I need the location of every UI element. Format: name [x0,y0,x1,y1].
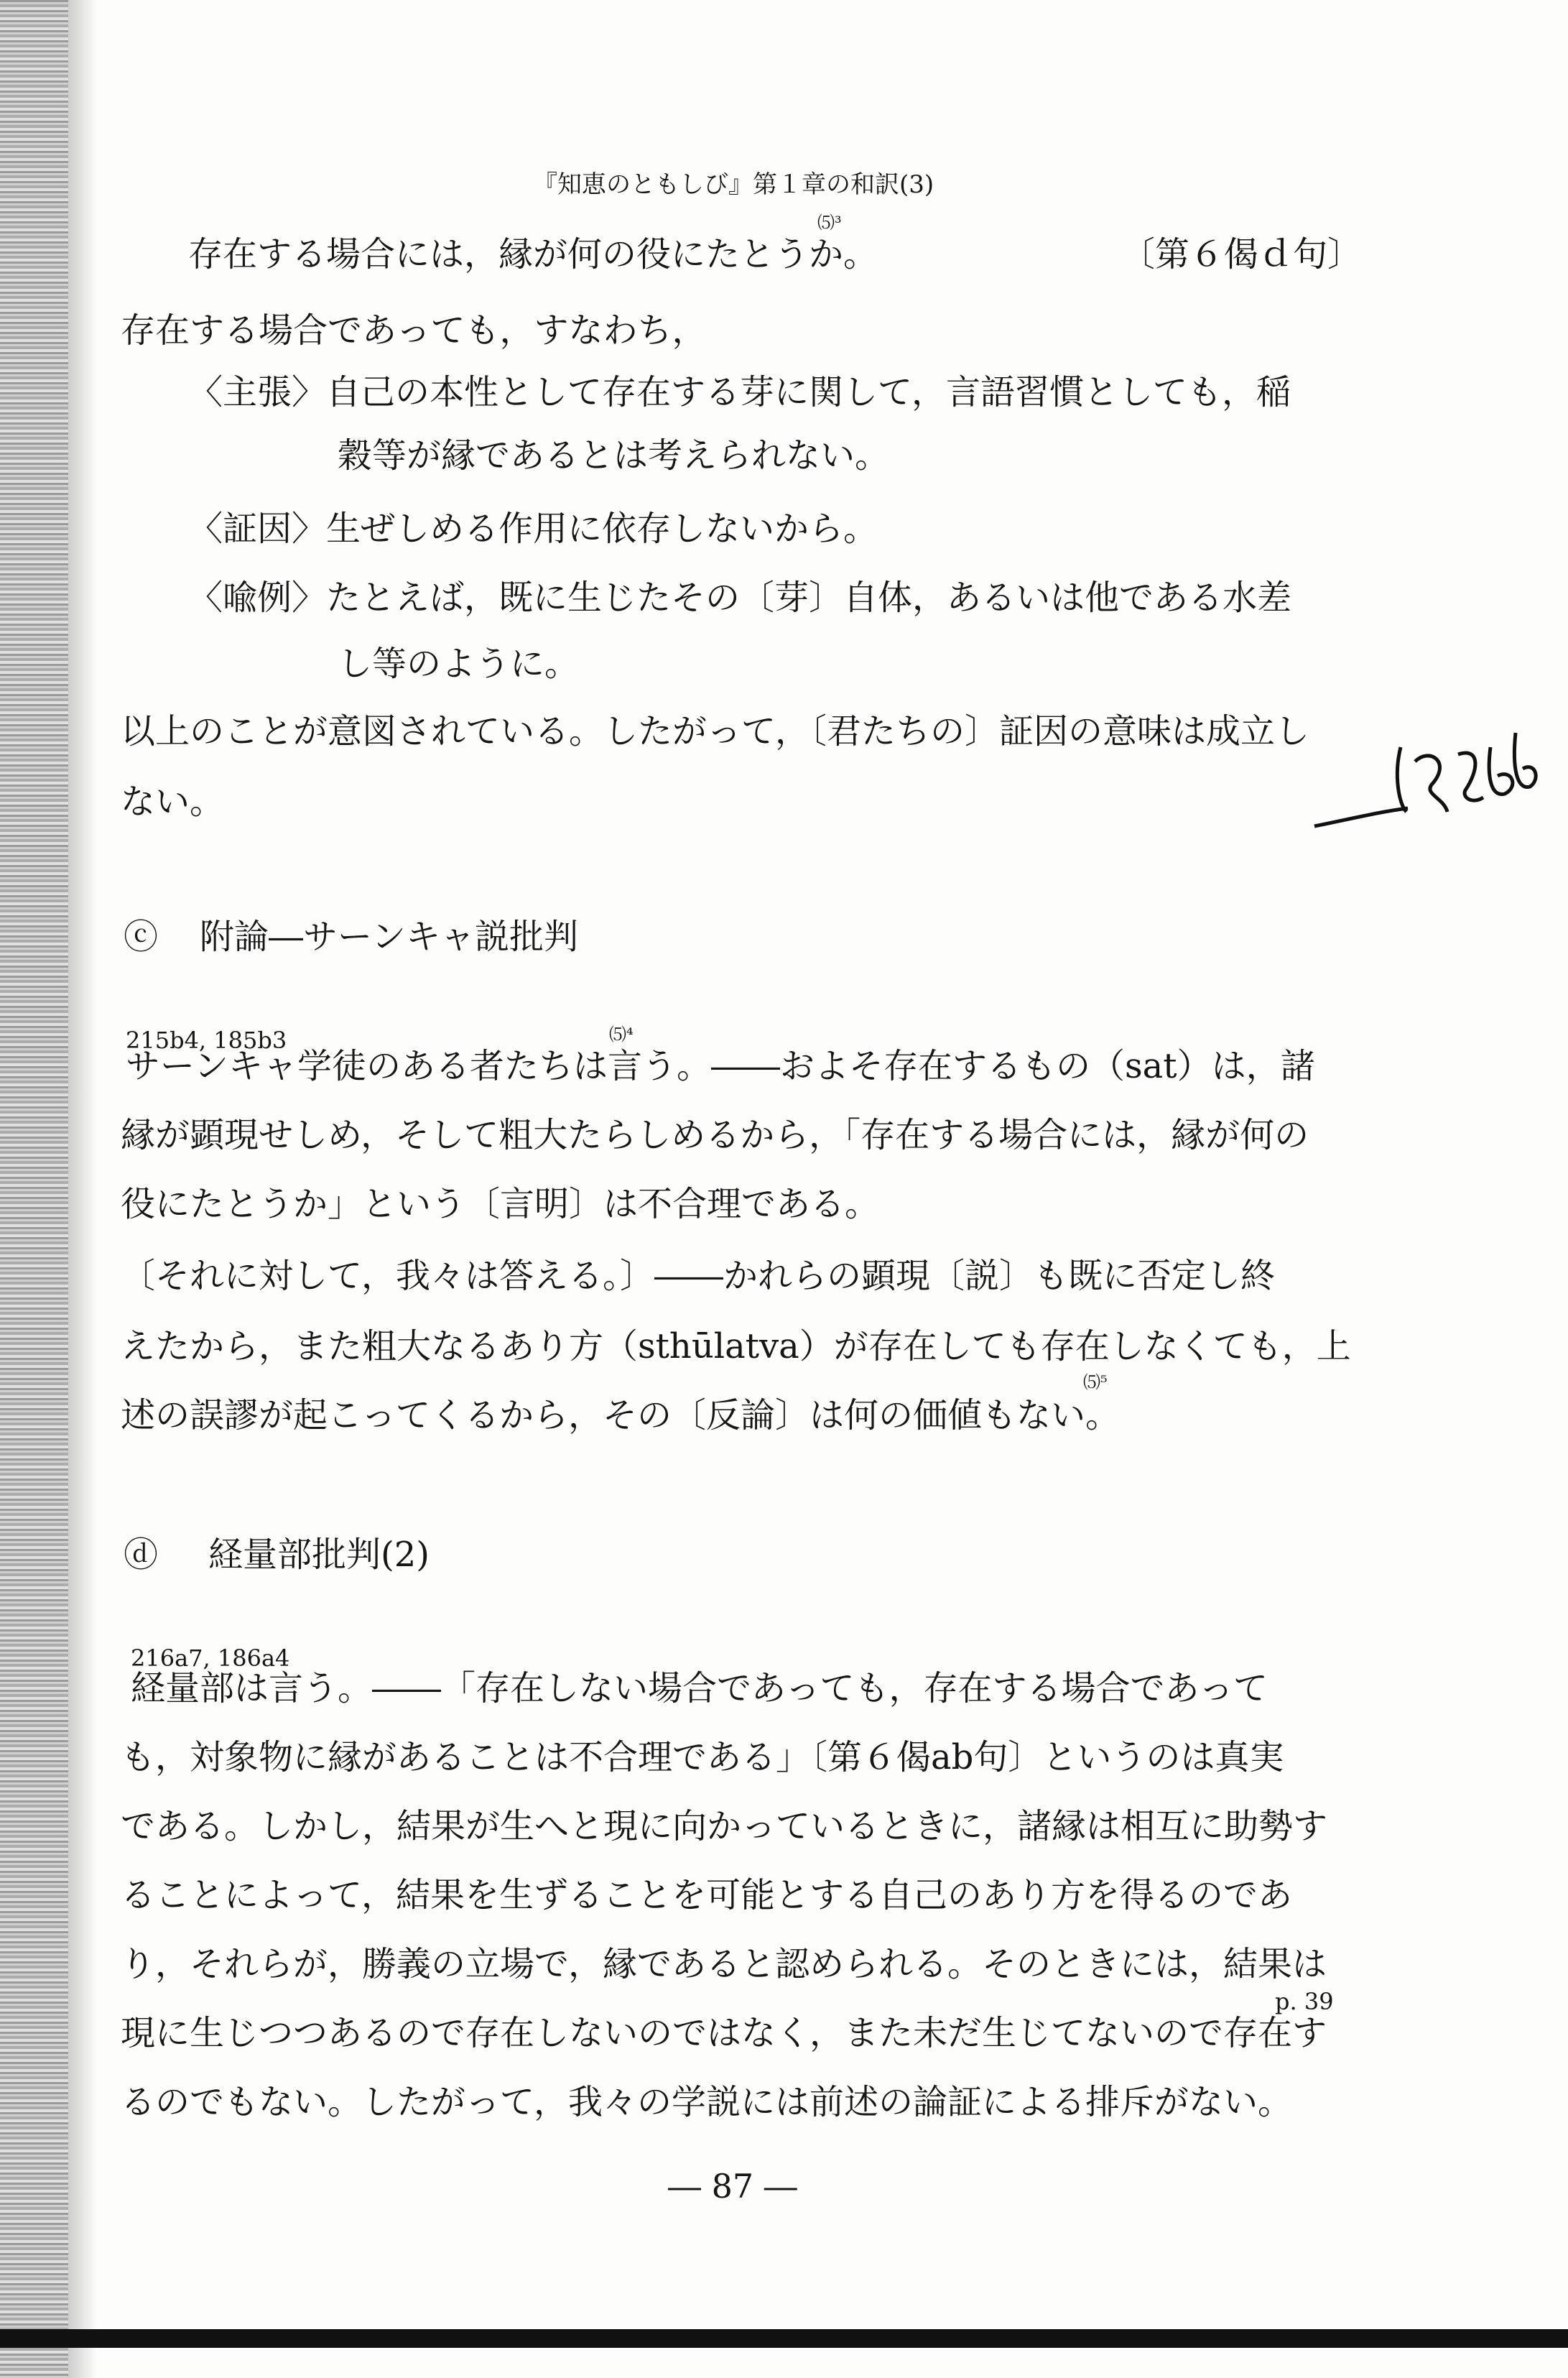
section-d-line-6: 現に生じつつあるので存在しないのではなく，また未だ生じてないので存在す [121,2013,1327,2053]
bottom-scan-border [0,2329,1568,2348]
section-c-title: 附論―サーンキャ説批判 [200,917,579,957]
section-c-line-2: 縁が顕現せしめ，そして粗大たらしめるから，「存在する場合には，縁が何の [121,1115,1309,1155]
handwritten-annotation [1307,704,1544,848]
section-c-line-3: 役にたとうか」という〔言明〕は不合理である。 [121,1184,880,1224]
thesis-line: 〈主張〉自己の本性として存在する芽に関して，言語習慣としても，稲 [188,372,1291,412]
section-d-marker: ⓓ [124,1535,159,1575]
section-d-line-1: 経量部は言う。――「存在しない場合であっても，存在する場合であって [131,1668,1268,1708]
line-1: 存在する場合には，縁が何の役にたとうか。 [188,234,878,274]
line-4: ない。 [121,782,225,822]
line-3: 以上のことが意図されている。したがって，〔君たちの〕証因の意味は成立し [121,711,1310,751]
section-d-line-7: るのでもない。したがって，我々の学説には前述の論証による排斥がない。 [121,2082,1293,2122]
page-reference: p. 39 [1275,1988,1334,2015]
page-number: ― 87 ― [668,2167,797,2206]
footnote-53: ⑸³ [817,213,842,233]
section-c-line-6: 述の誤謬が起こってくるから，その〔反論〕は何の価値もない。 [121,1395,1121,1435]
section-c-text-ref: 215b4, 185b3 [126,1027,287,1054]
scan-shadow-edge [0,0,68,2378]
section-c-line-1: サーンキャ学徒のある者たちは言う。――およそ存在するもの（sat）は，諸 [126,1046,1315,1086]
section-c-marker: ⓒ [124,917,159,957]
section-d-line-4: ることによって，結果を生ずることを可能とする自己のあり方を得るのであ [121,1875,1293,1915]
example-line-2: し等のように。 [338,644,580,684]
section-d-line-5: り，それらが，勝義の立場で，縁であると認められる。そのときには，結果は [121,1944,1327,1984]
reason-line: 〈証因〉生ぜしめる作用に依存しないから。 [188,509,878,549]
section-d-text-ref: 216a7, 186a4 [131,1644,290,1672]
section-d-line-3: である。しかし，結果が生へと現に向かっているときに，諸縁は相互に助勢す [121,1806,1328,1846]
verse-reference: 〔第６偈ｄ句〕 [1121,234,1363,274]
running-header: 『知恵のともしび』第１章の和訳(3) [533,170,934,199]
line-2: 存在する場合であっても，すなわち， [121,310,707,351]
section-d-title: 経量部批判(2) [208,1535,430,1575]
thesis-line-2: 穀等が縁であるとは考えられない。 [338,435,890,476]
section-c-line-5: えたから，また粗大なるあり方（sthūlatva）が存在しても存在しなくても，上 [121,1326,1351,1366]
section-d-line-2: も，対象物に縁があることは不合理である」〔第６偈ab句〕というのは真実 [121,1737,1284,1777]
section-c-line-4: 〔それに対して，我々は答える。〕――かれらの顕現〔説〕も既に否定し終 [121,1256,1276,1296]
example-line: 〈喩例〉たとえば，既に生じたその〔芽〕自体，あるいは他である水差 [188,578,1292,618]
footnote-55: ⑸⁵ [1083,1372,1108,1392]
footnote-54: ⑸⁴ [609,1024,634,1045]
